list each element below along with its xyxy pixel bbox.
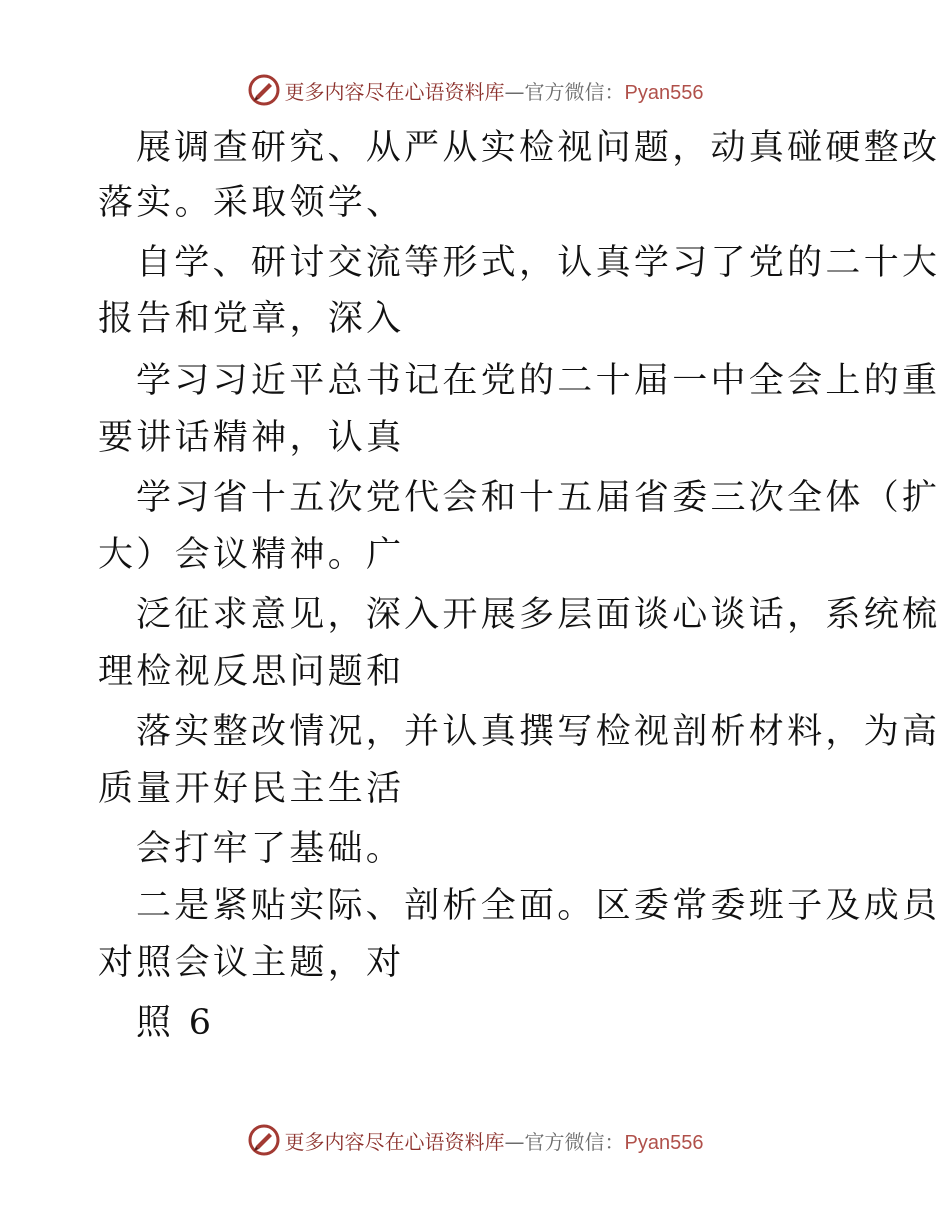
footer-banner bbox=[0, 1120, 950, 1160]
text-line: 落实。采取领学、 bbox=[98, 183, 405, 223]
text-line: 报告和党章，深入 bbox=[98, 299, 405, 339]
text-line: 照 6 bbox=[136, 1003, 215, 1043]
pen-logo-icon bbox=[247, 1123, 281, 1157]
text-line: 二是紧贴实际、剖析全面。区委常委班子及成员 bbox=[136, 886, 941, 926]
site-name: 更多内容尽在心语资料库 bbox=[284, 79, 505, 104]
banner-separator: — bbox=[504, 79, 525, 104]
text-line: 对照会议主题，对 bbox=[98, 943, 405, 983]
site-name: 更多内容尽在心语资料库 bbox=[284, 1129, 505, 1154]
header-banner bbox=[0, 70, 950, 110]
text-line: 落实整改情况，并认真撰写检视剖析材料，为高 bbox=[136, 712, 941, 752]
text-line: 学习习近平总书记在党的二十届一中全会上的重 bbox=[136, 361, 941, 401]
text-line: 泛征求意见，深入开展多层面谈心谈话，系统梳 bbox=[136, 595, 941, 635]
text-line: 展调查研究、从严从实检视问题，动真碰硬整改 bbox=[136, 128, 941, 168]
text-line: 理检视反思问题和 bbox=[98, 652, 405, 692]
wechat-id: Pyan556 bbox=[624, 81, 704, 104]
wechat-label: 官方微信： bbox=[524, 79, 625, 104]
pen-logo-icon bbox=[247, 73, 281, 107]
text-line: 质量开好民主生活 bbox=[98, 769, 405, 809]
text-line: 自学、研讨交流等形式，认真学习了党的二十大 bbox=[136, 243, 941, 283]
text-line: 大）会议精神。广 bbox=[98, 535, 405, 575]
wechat-id: Pyan556 bbox=[624, 1131, 704, 1154]
text-line: 学习省十五次党代会和十五届省委三次全体（扩 bbox=[136, 478, 941, 518]
text-line: 会打牢了基础。 bbox=[136, 829, 405, 869]
text-line: 要讲话精神，认真 bbox=[98, 418, 405, 458]
wechat-label: 官方微信： bbox=[524, 1129, 625, 1154]
banner-separator: — bbox=[504, 1129, 525, 1154]
